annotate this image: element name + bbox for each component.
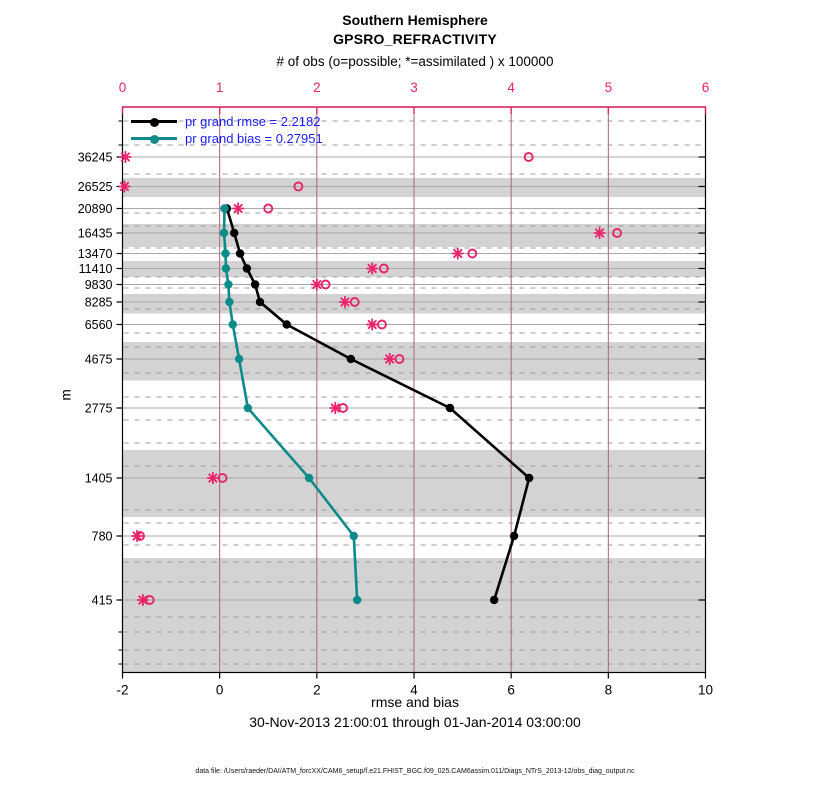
data-point-dot: [222, 264, 230, 272]
assimilated-star-marker: [119, 181, 129, 191]
data-point-dot: [490, 596, 498, 604]
top-tick-label: 4: [507, 80, 515, 95]
obs-count-axis-label: # of obs (o=possible; *=assimilated ) x 100000: [276, 54, 554, 69]
level-tick-label: 20890: [77, 202, 113, 216]
bias-line-sample-icon: [131, 137, 177, 140]
legend-label-rmse: pr grand rmse = 2.2182: [185, 114, 321, 129]
level-tick-label: 2775: [84, 401, 113, 416]
bottom-tick-label: 6: [507, 682, 515, 698]
level-tick-label: 16435: [77, 226, 113, 241]
data-point-dot: [235, 355, 243, 363]
level-tick-label: 26525: [77, 180, 113, 194]
data-point-dot: [220, 229, 228, 237]
data-point-dot: [244, 404, 252, 412]
data-point-dot: [229, 320, 237, 328]
level-tick-label: 9830: [84, 278, 113, 292]
top-axis-ticks: [119, 80, 710, 114]
level-tick-label: 8285: [84, 295, 113, 310]
data-point-dot: [221, 249, 229, 257]
data-point-dot: [350, 532, 358, 540]
assimilated-star-marker: [120, 152, 130, 162]
data-point-dot: [283, 320, 291, 328]
data-point-dot: [353, 596, 361, 604]
data-point-dot: [220, 204, 228, 212]
data-point-dot: [230, 229, 238, 237]
bottom-tick-label: 4: [410, 682, 418, 698]
y-axis-label: m: [58, 389, 74, 401]
assimilated-star-marker: [453, 248, 463, 258]
assimilated-star-marker: [367, 263, 377, 273]
level-tick-label: 780: [91, 529, 113, 544]
data-point-dot: [243, 264, 251, 272]
level-tick-label: 4675: [84, 352, 113, 367]
data-point-dot: [251, 280, 259, 288]
data-point-dot: [347, 355, 355, 363]
rmse-line-sample-icon: [131, 120, 177, 123]
level-tick-label: 11410: [78, 262, 113, 276]
page-title: Southern Hemisphere: [342, 12, 488, 28]
level-tick-label: 13470: [77, 247, 113, 261]
assimilated-star-marker: [340, 297, 350, 307]
assimilated-star-marker: [233, 203, 243, 213]
page-subtitle-variable: GPSRO_REFRACTIVITY: [333, 31, 497, 47]
top-tick-label: 3: [410, 80, 418, 95]
data-point-dot: [236, 249, 244, 257]
assimilated-star-marker: [312, 279, 322, 289]
data-file-path: data file: /Users/raeder/DAI/ATM_forcXX/CAM6_setup/f.e21.FHIST_BGC.f09_025.CAM6assim.011/Diags_NTrS_2013-12/obs_diag_output.nc: [195, 768, 635, 775]
assimilated-star-marker: [594, 228, 604, 238]
top-tick-label: 0: [118, 80, 127, 95]
data-point-dot: [225, 298, 233, 306]
top-tick-label: 6: [701, 80, 710, 95]
assimilated-star-marker: [367, 319, 377, 329]
data-point-dot: [224, 280, 232, 288]
data-point-dot: [305, 474, 313, 482]
legend-label-bias: pr grand bias = 0.27951: [185, 131, 323, 146]
bottom-tick-label: 2: [313, 682, 321, 698]
bottom-tick-label: 10: [697, 682, 714, 698]
bottom-tick-label: 8: [604, 682, 613, 698]
level-tick-label: 36245: [77, 150, 113, 165]
data-point-dot: [256, 298, 264, 306]
top-tick-label: 2: [313, 80, 321, 95]
bottom-tick-label: 0: [215, 682, 224, 698]
data-point-dot: [525, 474, 533, 482]
legend-row-rmse: [131, 113, 323, 130]
level-tick-label: 1405: [84, 471, 113, 486]
date-range-label: 30-Nov-2013 21:00:01 through 01-Jan-2014 03:00:00: [249, 714, 581, 730]
data-point-dot: [510, 532, 518, 540]
assimilated-star-marker: [208, 473, 218, 483]
level-tick-label: 415: [91, 593, 113, 608]
legend: [131, 113, 323, 147]
top-tick-label: 1: [215, 80, 224, 95]
bottom-tick-label: -2: [116, 682, 129, 698]
x-axis-label: rmse and bias: [371, 694, 459, 710]
top-tick-label: 5: [604, 80, 613, 95]
data-point-dot: [446, 404, 454, 412]
assimilated-star-marker: [385, 354, 395, 364]
level-tick-label: 6560: [84, 318, 113, 332]
legend-row-bias: [131, 130, 323, 147]
